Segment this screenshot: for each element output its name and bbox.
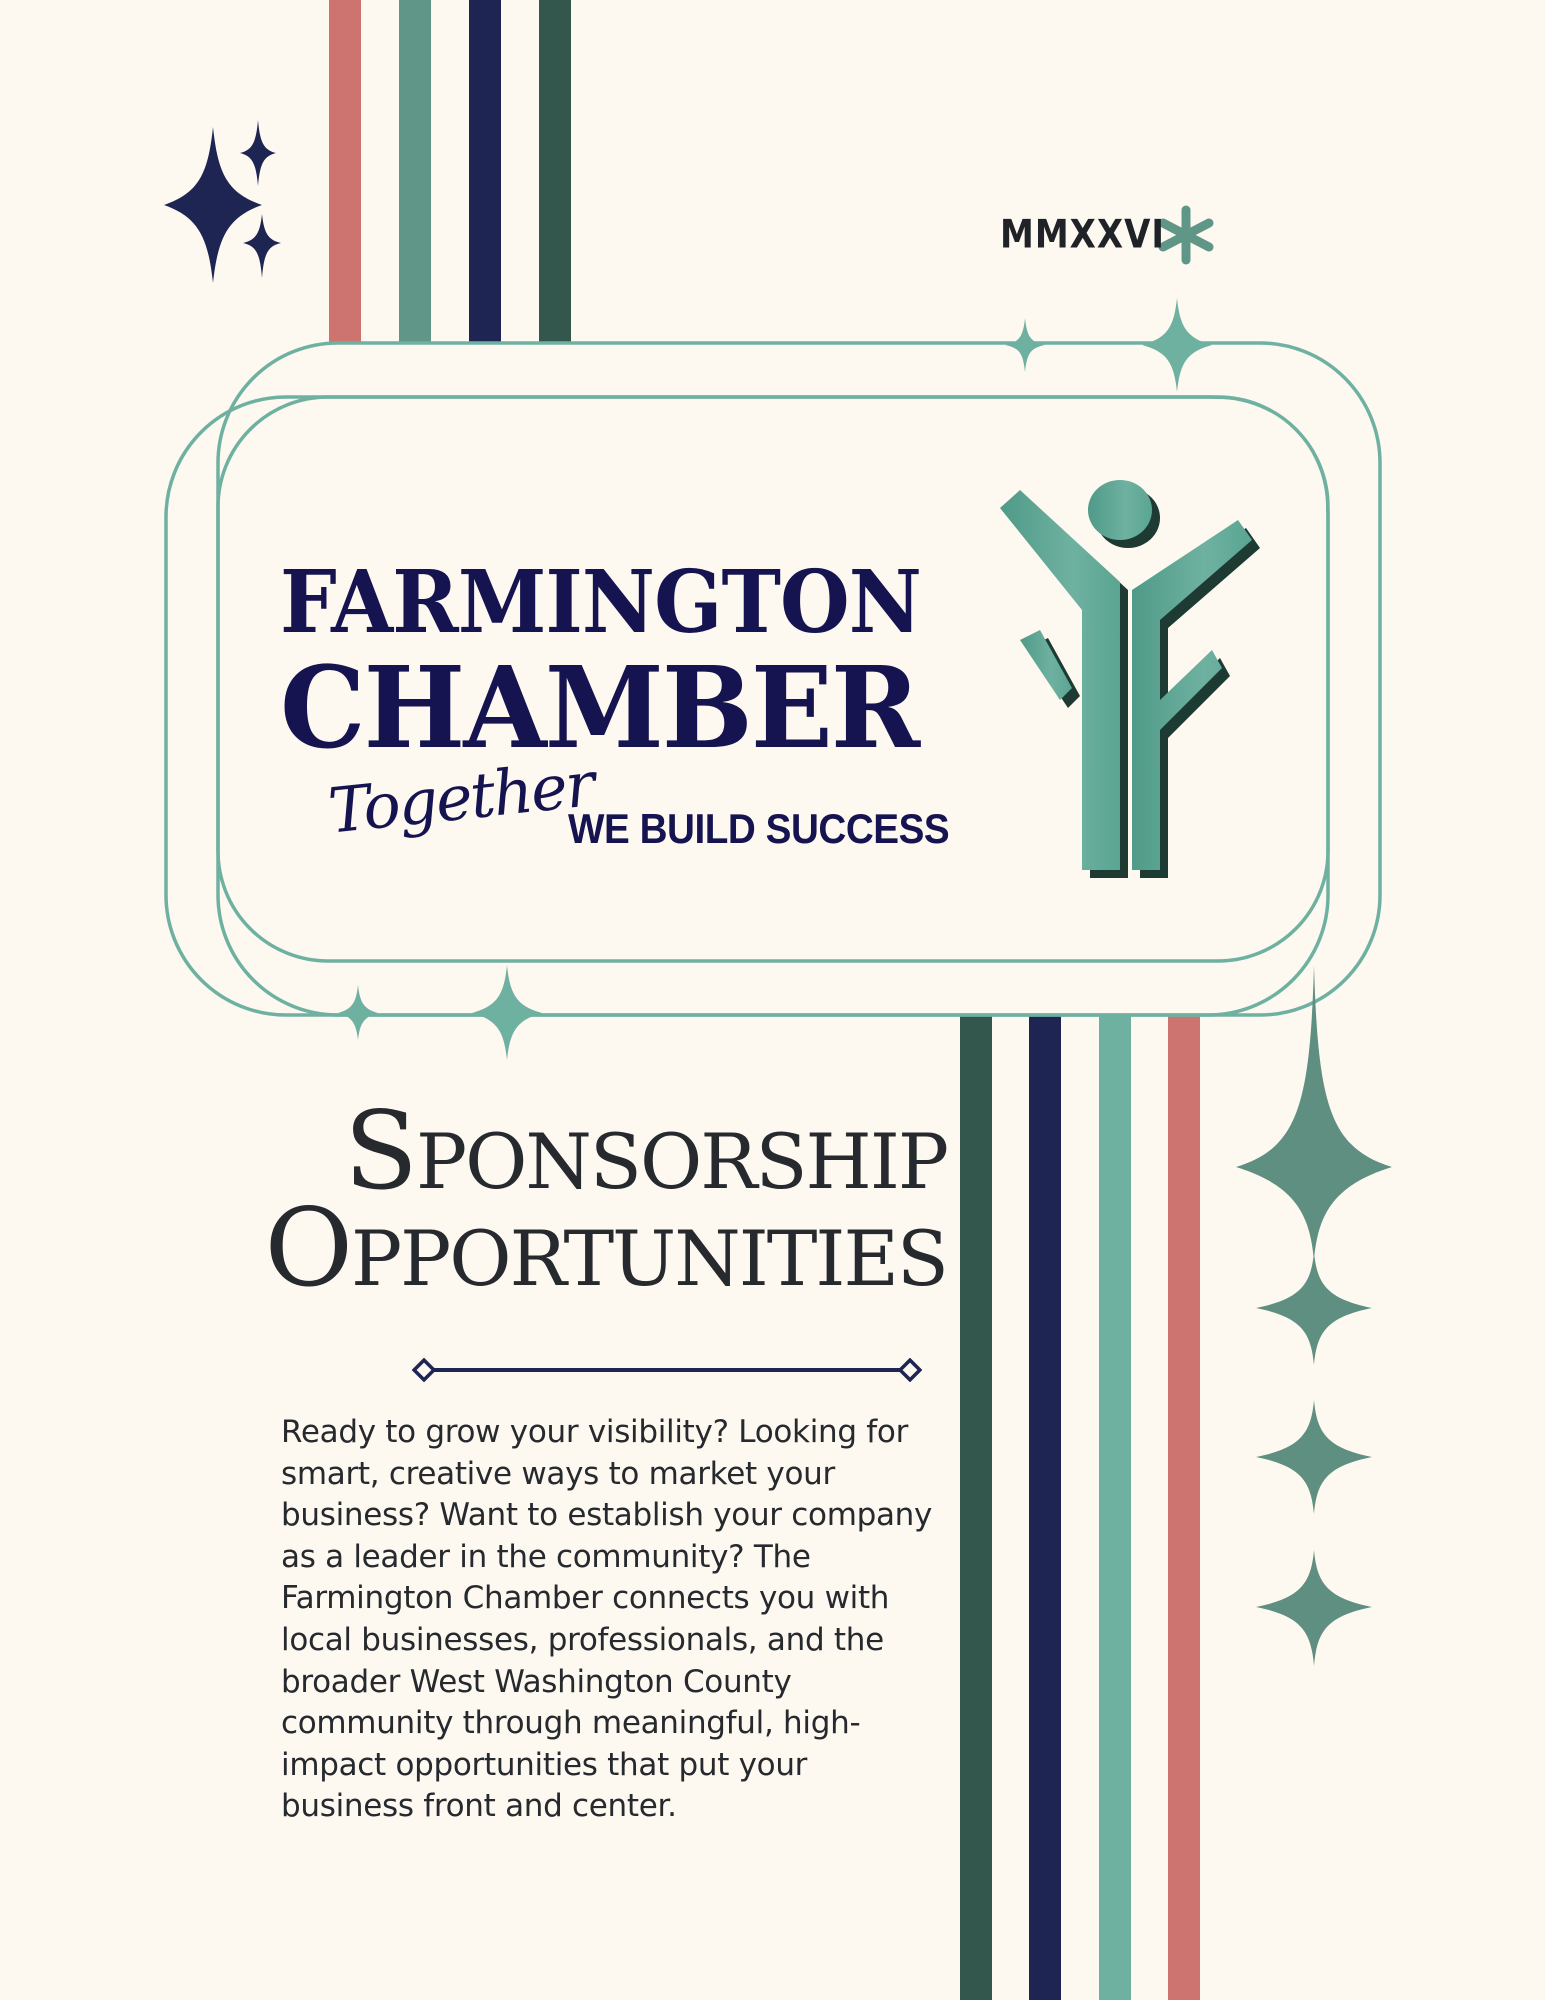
headline-line1: Sponsorship [343,1089,947,1214]
logo-wordmark-line2: CHAMBER [280,643,919,774]
logo-tagline-script: Together [325,747,597,848]
logo-wordmark-line1: FARMINGTON [280,552,921,653]
section-divider [412,1358,922,1382]
sparkle-icon [1005,298,1212,392]
logo-tagline-caps: WE BUILD SUCCESS [568,805,950,852]
headline-line2: Opportunities [264,1186,947,1311]
sparkle-icon [1236,965,1392,1666]
intro-paragraph: Ready to grow your visibility? Looking for smart, creative ways to market your business? Want to establish your company as a leader in the community? The Farmington Chamber connects you with local businesses, professionals, and the broader West Washington County community through meaningful, high-impact opportunities that put your business front and center. [281,1414,933,1825]
sparkle-icon [164,120,281,283]
year-label: MMXXVI [1000,212,1166,258]
sparkle-icon [338,965,542,1060]
asterisk-icon [1163,210,1209,260]
